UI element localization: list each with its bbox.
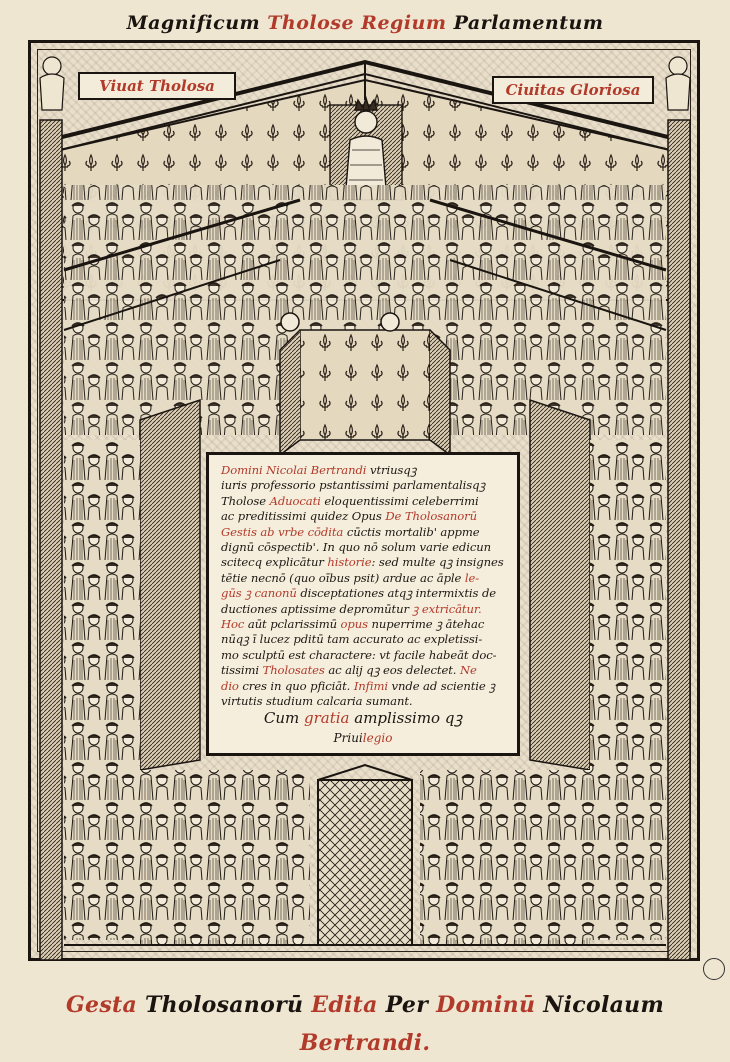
panel-line-segment: Aduocati [269, 493, 321, 508]
panel-line-segment: Gestis ab vrbe cōdita [221, 524, 344, 539]
panel-line [221, 586, 507, 601]
privilege-line [209, 709, 517, 727]
panel-line-segment: mo sculptū est charactere: vt facile habeāt doc- [221, 647, 497, 662]
footer-word-6: Nicolaum [543, 992, 665, 1018]
panel-line-segment: vnde ad scientie ꝫ [387, 678, 496, 693]
title-text-panel [206, 452, 520, 756]
banner-left [78, 72, 236, 100]
panel-line-segment: tētie necnō (quo oībus psit) ardue ac āple [221, 570, 465, 585]
heading-word-2: Tholose Regium [267, 12, 447, 34]
panel-line [221, 509, 507, 524]
footer-word-4: Per [385, 992, 429, 1018]
panel-line-segment: le- [464, 570, 480, 585]
panel-line-segment: Domini Nicolai Bertrandi [221, 463, 367, 477]
panel-line-segment: Ne [459, 663, 477, 678]
footer-word-7: Bertrandi. [299, 1030, 431, 1056]
banner-right-text: Ciuitas Gloriosa [505, 81, 641, 99]
footer-word-3: Edita [311, 992, 378, 1018]
bottom-title [0, 986, 730, 1056]
footer-word-2: Tholosanorū [145, 992, 304, 1018]
privilege-word-5: legio [362, 731, 393, 745]
panel-line [221, 648, 507, 663]
panel-line-segment: gūs ꝫ canonū [221, 586, 297, 601]
panel-line-segment: nuperrime ꝫ ātehac [367, 617, 485, 632]
privilege-line-2 [209, 731, 517, 745]
privilege-word-2: gratia [304, 709, 350, 727]
panel-line-segment: disceptationes atqꝫ intermixtis de [296, 586, 497, 601]
panel-line-segment: historie [327, 555, 372, 570]
panel-line-segment: vtriusqꝫ [366, 463, 417, 477]
panel-line [221, 494, 507, 509]
footer-word-5: Dominū [436, 992, 536, 1018]
panel-line-segment: eloquentissimi celeberrimi [320, 493, 479, 508]
panel-line-segment: opus [340, 617, 368, 632]
panel-line-segment: tissimi [221, 663, 263, 678]
panel-line-segment: virtutis studium calcaria sumant. [221, 694, 413, 709]
panel-line-segment: scitecq explicātur [221, 555, 328, 570]
panel-line-segment: iuris professorio pstantissimi parlamentalisqꝫ [221, 478, 486, 493]
privilege-word-3: amplissimo qꝫ [349, 709, 463, 727]
panel-line [221, 478, 507, 493]
panel-line-segment: Tholose [221, 493, 270, 508]
panel-line [221, 525, 507, 540]
panel-line [221, 632, 507, 647]
panel-line-segment: dio [221, 678, 239, 693]
panel-line [221, 463, 507, 478]
panel-line [221, 602, 507, 617]
panel-line [221, 679, 507, 694]
panel-line [221, 617, 507, 632]
panel-line-segment: ꝫ extricātur. [412, 601, 482, 616]
panel-line-segment: dignū cōspectib'. In quo nō solum varie edicun [221, 540, 491, 555]
title-text-lines [221, 463, 507, 710]
panel-line-segment: nūqꝫ ī lucez pditū tam accurato ac expletissi- [221, 632, 483, 647]
panel-line-segment: Hoc [221, 617, 245, 632]
panel-line-segment: ductiones aptissime depromūtur [221, 601, 413, 616]
panel-line-segment: aūt pclarissimū [244, 617, 341, 632]
panel-line-segment: Tholosates [262, 663, 325, 678]
panel-line-segment: Infimi [353, 678, 388, 693]
panel-line [221, 663, 507, 678]
banner-right [492, 76, 654, 104]
banner-left-text: Viuat Tholosa [99, 77, 215, 95]
privilege-word-1: Cum [263, 709, 305, 727]
library-stamp [703, 958, 725, 980]
panel-line-segment: ac preditissimi quidez Opus [221, 509, 386, 524]
footer-word-1: Gesta [65, 992, 138, 1018]
panel-line-segment: De Tholosanorū [385, 509, 477, 524]
privilege-word-4: Priui [333, 731, 363, 745]
panel-line-segment: : sed multe qꝫ insignes [371, 555, 504, 570]
panel-line-segment: cres in quo pficiāt. [238, 678, 354, 693]
panel-line-segment: cūctis mortalib' appme [343, 524, 480, 539]
panel-line-segment: ac alij qꝫ eos delectet. [324, 663, 460, 678]
heading-word-1: Magnificum [126, 12, 261, 34]
panel-line [221, 571, 507, 586]
heading-word-3: Parlamentum [453, 12, 604, 34]
panel-line [221, 555, 507, 570]
panel-line [221, 694, 507, 709]
panel-line [221, 540, 507, 555]
